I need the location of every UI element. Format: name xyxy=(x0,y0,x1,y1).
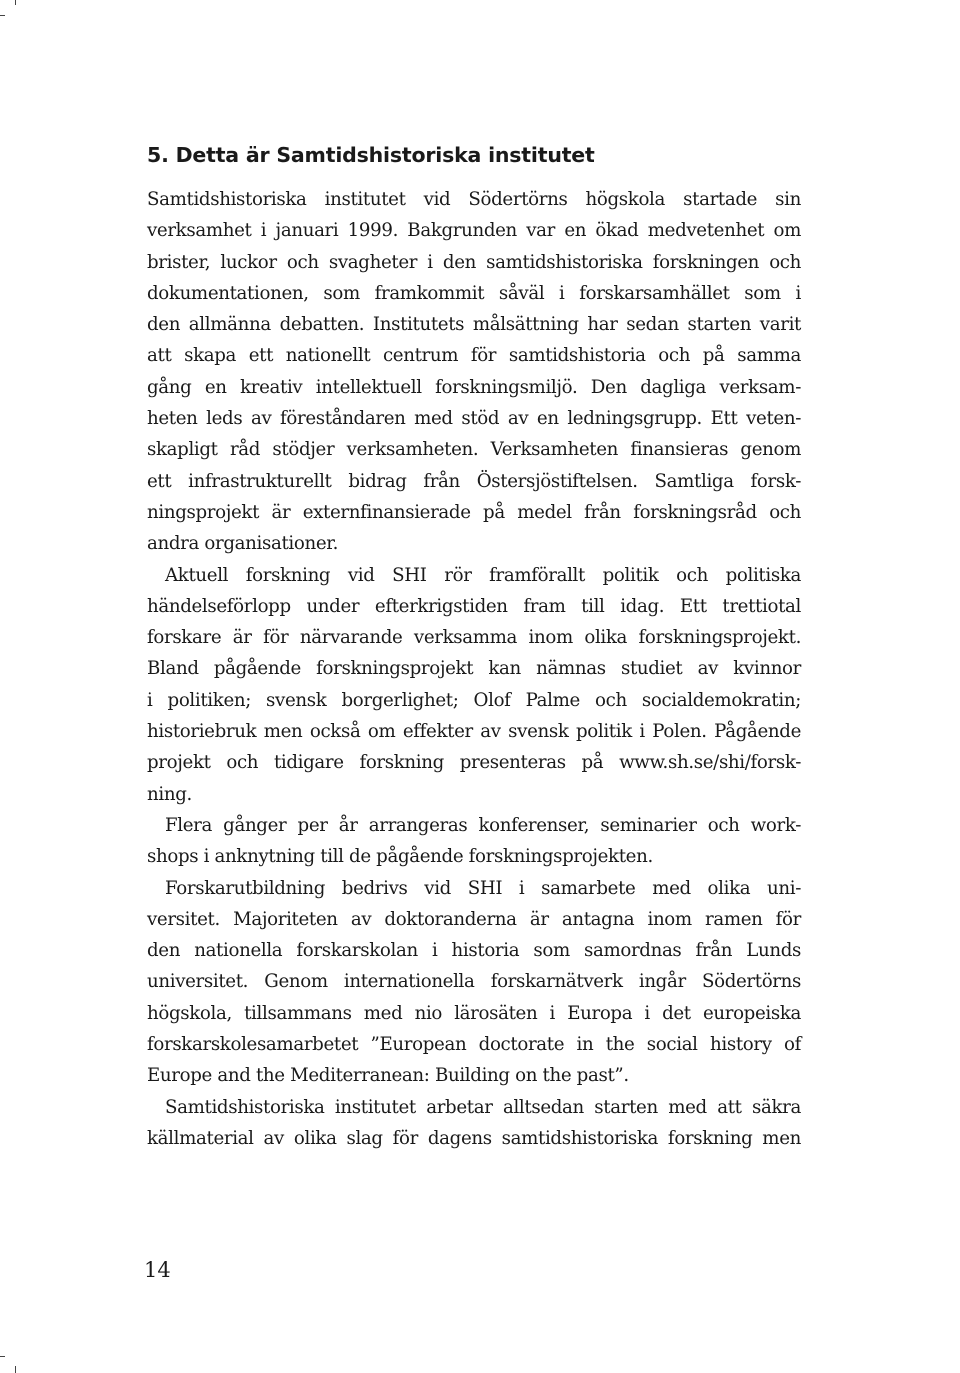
text-line: Bland pågående forskningsprojekt kan nämnas studiet av kvinnor xyxy=(147,658,801,680)
text-line: forskare är för närvarande verksamma inom olika forskningsprojekt. xyxy=(147,627,801,649)
text-line: i politiken; svensk borgerlighet; Olof Palme och socialdemokratin; xyxy=(147,689,801,711)
crop-mark-bottom-left-h xyxy=(0,1356,5,1357)
crop-mark-top-left-h xyxy=(0,15,5,16)
body-text xyxy=(147,184,801,1154)
text-line: projekt och tidigare forskning presenteras på www.sh.se/shi/forsk- xyxy=(147,752,801,774)
text-line: ningsprojekt är externfinansierade på medel från forskningsråd och xyxy=(147,501,801,523)
text-line: Aktuell forskning vid SHI rör framförallt politik och politiska xyxy=(165,564,801,586)
text-line: Forskarutbildning bedrivs vid SHI i samarbete med olika uni- xyxy=(165,877,801,899)
text-line: ning. xyxy=(147,783,192,805)
crop-mark-bottom-left-v xyxy=(15,1366,16,1373)
page-number: 14 xyxy=(144,1258,171,1282)
text-line: skapligt råd stödjer verksamheten. Verksamheten finansieras genom xyxy=(147,439,801,461)
crop-mark-top-left-v xyxy=(15,0,16,5)
text-line: den allmänna debatten. Institutets målsättning har sedan starten varit xyxy=(147,314,801,336)
text-line: händelseförlopp under efterkrigstiden fram till idag. Ett trettiotal xyxy=(147,595,801,617)
text-line: högskola, tillsammans med nio lärosäten i Europa i det europeiska xyxy=(147,1002,801,1024)
text-line: Samtidshistoriska institutet arbetar alltsedan starten med att säkra xyxy=(165,1096,801,1118)
text-line: den nationella forskarskolan i historia som samordnas från Lunds xyxy=(147,940,801,962)
text-line: gång en kreativ intellektuell forskningsmiljö. Den dagliga verksam- xyxy=(147,376,801,398)
text-line: heten leds av föreståndaren med stöd av en ledningsgrupp. Ett veten- xyxy=(147,408,801,430)
text-line: versitet. Majoriteten av doktoranderna är antagna inom ramen för xyxy=(147,908,801,930)
text-line: universitet. Genom internationella forskarnätverk ingår Södertörns xyxy=(147,971,801,993)
text-line: brister, luckor och svagheter i den samtidshistoriska forskningen och xyxy=(147,251,801,273)
text-line: Samtidshistoriska institutet vid Södertörns högskola startade sin xyxy=(147,189,801,210)
text-line: ett infrastrukturellt bidrag från Östersjöstiftelsen. Samtliga forsk- xyxy=(147,470,801,492)
text-line: att skapa ett nationellt centrum för samtidshistoria och på samma xyxy=(147,345,801,367)
text-line: verksamhet i januari 1999. Bakgrunden var en ökad medvetenhet om xyxy=(147,220,801,242)
text-line: shops i anknytning till de pågående forskningsprojekten. xyxy=(147,846,653,868)
text-line: Europe and the Mediterranean: Building on the past”. xyxy=(147,1065,629,1087)
text-line: forskarskolesamarbetet ”European doctorate in the social history of xyxy=(147,1034,801,1056)
text-line: historiebruk men också om effekter av svensk politik i Polen. Pågående xyxy=(147,721,801,743)
text-line: källmaterial av olika slag för dagens samtidshistoriska forskning men xyxy=(147,1127,801,1149)
text-line: dokumentationen, som framkommit såväl i forskarsamhället som i xyxy=(147,282,801,304)
text-line: andra organisationer. xyxy=(147,533,339,555)
section-heading: 5. Detta är Samtidshistoriska institutet xyxy=(147,143,595,167)
text-line: Flera gånger per år arrangeras konferenser, seminarier och work- xyxy=(165,814,801,836)
